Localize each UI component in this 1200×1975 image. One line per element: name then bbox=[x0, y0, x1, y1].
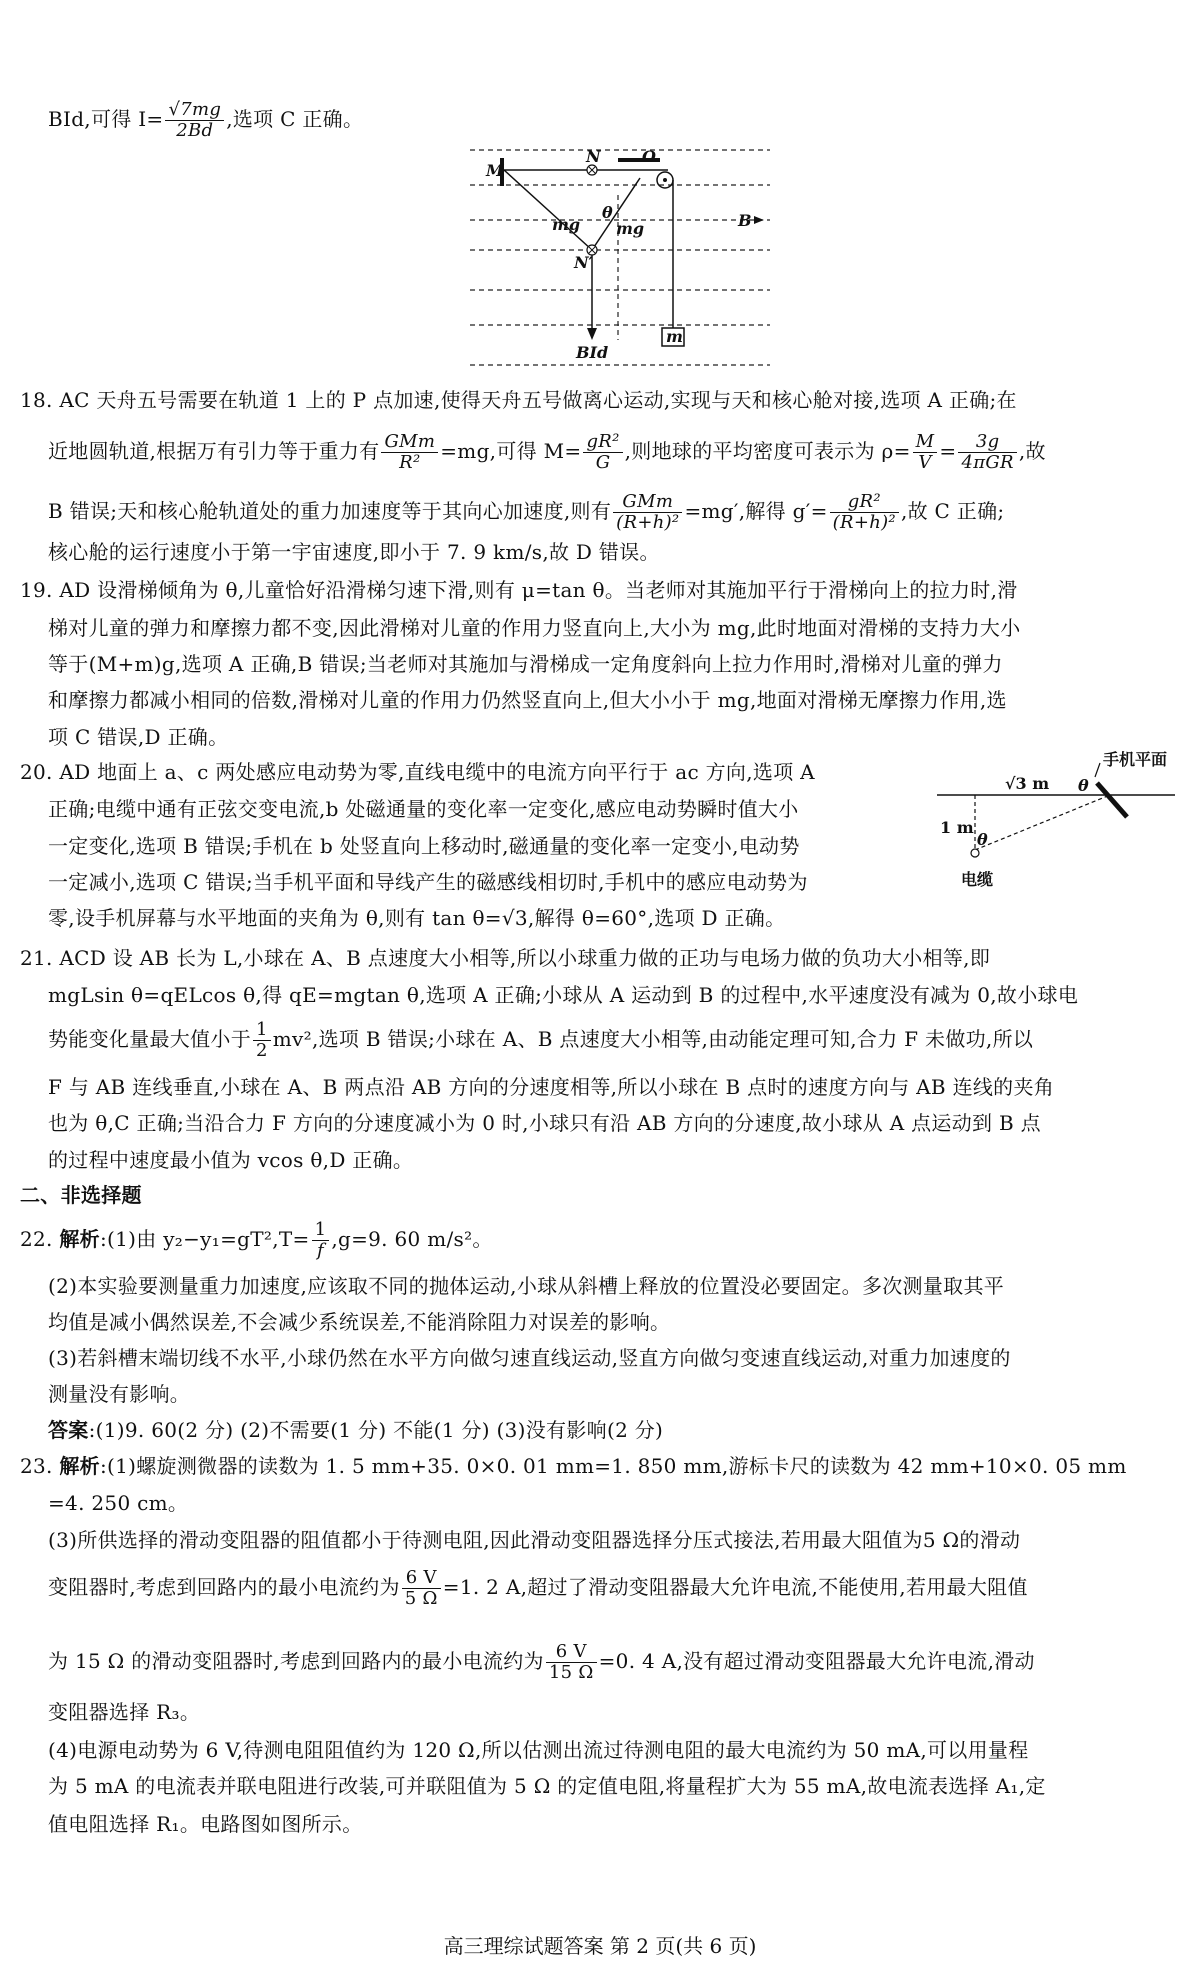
q17-conclusion bbox=[48, 100, 363, 141]
label-mg-right: mg bbox=[616, 219, 645, 238]
text: ,选项 C 正确。 bbox=[226, 107, 364, 131]
q23-line8: 为 5 mA 的电流表并联电阻进行改装,可并联阻值为 5 Ω 的定值电阻,将量程扩大为 55 mA,故电流表选择 A₁,定 bbox=[48, 1774, 1046, 1798]
label-phone-plane: 手机平面 bbox=[1103, 750, 1168, 769]
label-theta: θ bbox=[602, 203, 613, 222]
q22-line4: (3)若斜槽末端切线不水平,小球仍然在水平方向做匀速直线运动,竖直方向做匀变速直线运动,对重力加速度的 bbox=[48, 1346, 1011, 1370]
label-M: M bbox=[486, 161, 504, 180]
q23-line7: (4)电源电动势为 6 V,待测电阻阻值约为 120 Ω,所以估测出流过待测电阻的最大电流约为 50 mA,可以用量程 bbox=[48, 1738, 1029, 1762]
q20-line2: 正确;电缆中通有正弦交变电流,b 处磁通量的变化率一定变化,感应电动势瞬时值大小 bbox=[48, 797, 799, 821]
q20-cable-diagram bbox=[935, 745, 1180, 895]
label-cable: 电缆 bbox=[961, 870, 994, 889]
label-mg-left: mg bbox=[552, 215, 581, 234]
q21-line2: mgLsin θ=qELcos θ,得 qE=mgtan θ,选项 A 正确;小球从 A 运动到 B 的过程中,水平速度没有减为 0,故小球电 bbox=[48, 983, 1079, 1007]
fraction: $\frac{√7mg}{2Bd}$ bbox=[165, 100, 224, 141]
q21-line1: 21. ACD 设 AB 长为 L,小球在 A、B 点速度大小相等,所以小球重力做的正功与电场力做的负功大小相等,即 bbox=[20, 946, 991, 970]
text: BId,可得 I= bbox=[48, 107, 164, 131]
q20-line3: 一定变化,选项 B 错误;手机在 b 处竖直向上移动时,磁通量的变化率一定变小,电动势 bbox=[48, 834, 800, 858]
q22-line5: 测量没有影响。 bbox=[48, 1382, 191, 1406]
q18-line2: 近地圆轨道,根据万有引力等于重力有 $\frac{\text{GMm}}{\text{R²}}$ =mg,可得 M= $\frac{\text{gR²}}{G}$ ,则地球的平均密度可表示为 ρ= $\frac{M}{V}$ = $\frac{3g}{\text{4πGR}}$ ,故 bbox=[48, 431, 1046, 473]
q19-line2: 梯对儿童的弹力和摩擦力都不变,因此滑梯对儿童的作用力竖直向上,大小为 mg,此时地面对滑梯的支持力大小 bbox=[48, 616, 1021, 640]
q21-line3: 势能变化量最大值小于 $\frac{1}{2}$ mv²,选项 B 错误;小球在 A、B 点速度大小相等,由动能定理可知,合力 F 未做功,所以 bbox=[48, 1019, 1034, 1061]
section-heading: 二、非选择题 bbox=[20, 1183, 142, 1207]
q19-line4: 和摩擦力都减小相同的倍数,滑梯对儿童的作用力仍然竖直向上,但大小小于 mg,地面对滑梯无摩擦力作用,选 bbox=[48, 688, 1007, 712]
q21-line5: 也为 θ,C 正确;当沿合力 F 方向的分速度减小为 0 时,小球只有沿 AB 方向的分速度,故小球从 A 点运动到 B 点 bbox=[48, 1111, 1041, 1135]
q19-line5: 项 C 错误,D 正确。 bbox=[48, 725, 229, 749]
q23-line9: 值电阻选择 R₁。电路图如图所示。 bbox=[48, 1812, 363, 1836]
label-height: 1 m bbox=[940, 818, 974, 837]
q22-answer: 答案:(1)9. 60(2 分) (2)不需要(1 分) 不能(1 分) (3)没有影响(2 分) bbox=[48, 1418, 664, 1442]
q19-line1: 19. AD 设滑梯倾角为 θ,儿童恰好沿滑梯匀速下滑,则有 μ=tan θ。当老师对其施加平行于滑梯向上的拉力时,滑 bbox=[20, 578, 1018, 602]
page-footer: 高三理综试题答案 第 2 页(共 6 页) bbox=[443, 1934, 757, 1958]
q20-line5: 零,设手机屏幕与水平地面的夹角为 θ,则有 tan θ=√3,解得 θ=60°,选项 D 正确。 bbox=[48, 906, 786, 930]
q17-force-diagram bbox=[470, 140, 770, 395]
q18-line1: 18. AC 天舟五号需要在轨道 1 上的 P 点加速,使得天舟五号做离心运动,实现与天和核心舱对接,选项 A 正确;在 bbox=[20, 388, 1017, 412]
q22-line2: (2)本实验要测量重力加速度,应该取不同的抛体运动,小球从斜槽上释放的位置没必要固定。多次测量取其平 bbox=[48, 1274, 1005, 1298]
q22-line1: 22. 解析:(1)由 y₂−y₁=gT²,T= $\frac{1}{f}$ ,g=9. 60 m/s²。 bbox=[20, 1219, 493, 1261]
label-theta-bottom: θ bbox=[977, 830, 988, 849]
q23-line2: =4. 250 cm。 bbox=[48, 1491, 189, 1515]
label-distance: √3 m bbox=[1005, 774, 1050, 793]
q23-line5: 为 15 Ω 的滑动变阻器时,考虑到回路内的最小电流约为 $\frac{6 V}{15 \Omega}$ =0. 4 A,没有超过滑动变阻器最大允许电流,滑动 bbox=[48, 1641, 1035, 1683]
q20-line4: 一定减小,选项 C 错误;当手机平面和导线产生的磁感线相切时,手机中的感应电动势为 bbox=[48, 870, 808, 894]
q19-line3: 等于(M+m)g,选项 A 正确,B 错误;当老师对其施加与滑梯成一定角度斜向上拉力作用时,滑梯对儿童的弹力 bbox=[48, 652, 1003, 676]
q22-line3: 均值是减小偶然误差,不会减少系统误差,不能消除阻力对误差的影响。 bbox=[48, 1310, 671, 1334]
label-B: B bbox=[738, 211, 752, 230]
label-BId: BId bbox=[576, 343, 609, 362]
q23-line3: (3)所供选择的滑动变阻器的阻值都小于待测电阻,因此滑动变阻器选择分压式接法,若用最大阻值为5 Ω的滑动 bbox=[48, 1528, 1021, 1552]
label-theta-top: θ bbox=[1078, 776, 1089, 795]
q23-line4: 变阻器时,考虑到回路内的最小电流约为 $\frac{6 V}{5 \Omega}$ =1. 2 A,超过了滑动变阻器最大允许电流,不能使用,若用最大阻值 bbox=[48, 1567, 1028, 1609]
q20-line1: 20. AD 地面上 a、c 两处感应电动势为零,直线电缆中的电流方向平行于 ac 方向,选项 A bbox=[20, 760, 815, 784]
q18-line3: B 错误;天和核心舱轨道处的重力加速度等于其向心加速度,则有 $\frac{\text{GMm}}{\text{(R+h)²}}$ =mg′,解得 g′= $\frac{\text{gR²}}{\text{(R+h)²}}$ ,故 C 正确; bbox=[48, 491, 1005, 533]
label-O: O bbox=[642, 147, 656, 166]
q23-line1: 23. 解析:(1)螺旋测微器的读数为 1. 5 mm+35. 0×0. 01 mm=1. 850 mm,游标卡尺的读数为 42 mm+10×0. 05 mm bbox=[20, 1454, 1127, 1478]
q21-line6: 的过程中速度最小值为 vcos θ,D 正确。 bbox=[48, 1148, 414, 1172]
q21-line4: F 与 AB 连线垂直,小球在 A、B 两点沿 AB 方向的分速度相等,所以小球在 B 点时的速度方向与 AB 连线的夹角 bbox=[48, 1075, 1055, 1099]
q23-line6: 变阻器选择 R₃。 bbox=[48, 1700, 201, 1724]
label-N-prime: N′ bbox=[574, 253, 593, 272]
label-m: m bbox=[666, 327, 683, 346]
label-N: N bbox=[586, 147, 601, 166]
q18-line4: 核心舱的运行速度小于第一宇宙速度,即小于 7. 9 km/s,故 D 错误。 bbox=[48, 540, 660, 564]
